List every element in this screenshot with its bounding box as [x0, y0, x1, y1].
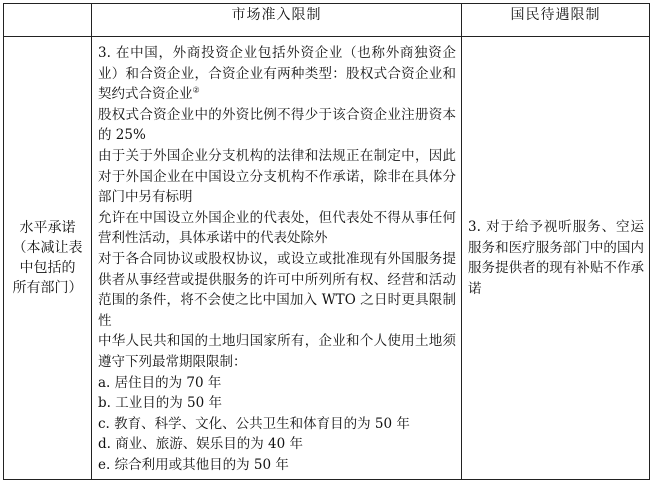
market-access-paragraph: 对于各合同协议或股权协议，或设立或批准现有外国服务提供者从事经营或提供服务的许可中所列所有权、经营和活动范围的条件，将不会使之比中国加入 WTO 之日时更具限制性 — [98, 250, 456, 329]
land-term-item: d. 商业、旅游、娱乐目的为 40 年 — [98, 436, 303, 453]
national-treatment-text: 3. 对于给予视听服务、空运服务和医疗服务部门中的国内服务提供者的现有补贴不作承诺 — [468, 219, 644, 297]
row-label-line: 所有部门） — [12, 280, 83, 297]
horizontal-commitments-row — [4, 37, 650, 480]
row-label-line: 水平承诺 — [19, 220, 76, 237]
land-term-item: c. 教育、科学、文化、公共卫生和体育目的为 50 年 — [98, 415, 410, 432]
market-access-cell — [92, 37, 462, 480]
row-label-cell — [4, 37, 92, 480]
land-term-item: a. 居住目的为 70 年 — [98, 374, 222, 391]
land-term-item: e. 综合利用或其他目的为 50 年 — [98, 456, 289, 473]
market-access-text: 3. 在中国，外商投资企业包括外资企业（也称外商独资企业）和合资企业，合资企业有两种类型：股权式合资企业和契约式合资企业 — [98, 45, 456, 103]
header-row — [4, 4, 650, 37]
market-access-paragraph: 股权式合资企业中的外资比例不得少于该合资企业注册资本的 25% — [98, 106, 456, 144]
land-term-item: b. 工业目的为 50 年 — [98, 395, 222, 412]
row-label-line: （本减让表 — [12, 240, 83, 257]
commitment-table — [3, 3, 650, 480]
header-market-access: 市场准入限制 — [92, 4, 462, 37]
header-national-treatment: 国民待遇限制 — [462, 4, 650, 37]
row-label-line: 中包括的 — [19, 260, 76, 277]
market-access-paragraph — [98, 43, 456, 105]
national-treatment-cell — [462, 37, 650, 480]
header-empty-cell — [4, 4, 92, 37]
footnote-marker: ② — [192, 85, 200, 95]
market-access-paragraph: 中华人民共和国的土地归国家所有，企业和个人使用土地须遵守下列最常期限限制： — [98, 333, 456, 370]
market-access-paragraph: 由于关于外国企业分支机构的法律和法规正在制定中，因此对于外国企业在中国设立分支机构不作承诺，除非在具体分部门中另有标明 — [98, 147, 456, 206]
market-access-paragraph: 允许在中国设立外国企业的代表处，但代表处不得从事任何营利性活动，具体承诺中的代表处除外 — [98, 209, 456, 247]
